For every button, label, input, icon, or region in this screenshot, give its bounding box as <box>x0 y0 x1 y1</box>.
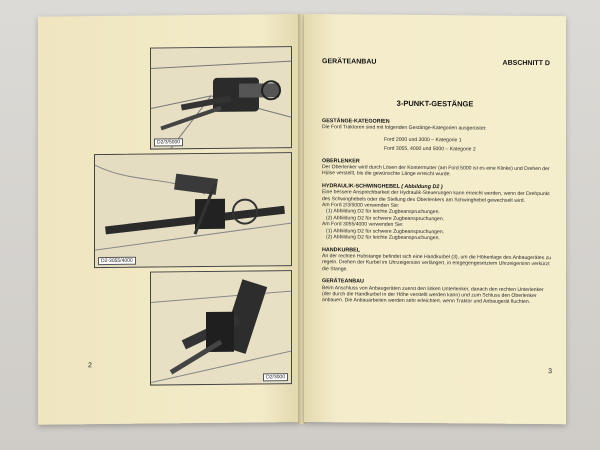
open-booklet <box>38 14 568 434</box>
section-heading: OBERLENKER <box>322 157 360 165</box>
linkage-drawing-2 <box>95 153 291 267</box>
section-heading-reference: ( Abbildung D2 ) <box>401 183 443 191</box>
section-heading: HYDRAULIK-SCHWINGHEBEL <box>322 183 400 190</box>
list-item: (1) Abbildung D2 für schwere Zugbeanspruchungen. <box>326 227 445 235</box>
header-right: ABSCHNITT D <box>502 59 550 68</box>
list-item: (2) Abbildung D2 für leichte Zugbeanspruchungen. <box>326 234 440 242</box>
paragraph: Die Ford Traktoren sind mit folgenden Gestänge-Kategorien ausgerüstet: <box>322 124 487 132</box>
linkage-drawing-3 <box>151 271 291 384</box>
figure-d2-3055-4000 <box>94 152 292 268</box>
header-left: GERÄTEANBAU <box>322 58 377 66</box>
list-intro: Am Ford 2/3/5000 verwenden Sie: <box>322 202 400 209</box>
page-number: 3 <box>548 368 552 376</box>
section-heading: GERÄTEANBAU <box>322 278 364 285</box>
figure-label: D2/3000 <box>263 373 288 381</box>
paragraph: Der Oberlenker wird durch Lösen der Kontermutter (am Ford 5000 ist es eine Klinke) und Drehen der Hülse verstellt, bis die gewünschte Länge erreicht wurde. <box>322 164 550 178</box>
right-page <box>304 14 566 424</box>
section-heading: HANDKURBEL <box>322 246 361 253</box>
figure-label: D2/3/5000 <box>154 138 183 146</box>
page-title: 3-PUNKT-GESTÄNGE <box>396 98 474 109</box>
paragraph: Beim Anschluss von Anbaugeräten zuerst den linken Unterlenker, danach den rechten Unterlenker (der durch die Handkurbel in der Höhe verstellt werden kann) und zum Schluss den Oberlenker anbauen. Die Anbauarbeiten werden sehr erleichtert, wenn Traktor und Anbaugerät fluchten. <box>322 284 544 306</box>
section-heading: GESTÄNGE-KATEGORIEN <box>322 118 390 125</box>
figure-d2-3-5000 <box>150 46 292 149</box>
list-intro: Am Ford 3055/4000 verwenden Sie: <box>322 221 404 229</box>
paragraph: An der rechten Hubstange befindet sich eine Handkurbel (3), um die Höhenlage des Anbaugerätes zu regeln. Drehen der Kurbel im Uhrzeigersinn verlängert, in entgegengesetztem Uhrzeigersinn verkürzt die Stange. <box>322 253 552 273</box>
page-number: 2 <box>88 362 92 370</box>
category-line: Ford 3055, 4000 und 5000 – Kategorie 2 <box>384 145 476 153</box>
category-line: Ford 2000 und 3000 – Kategorie 1 <box>384 136 462 144</box>
running-header <box>322 58 550 67</box>
list-item: (2) Abbildung D2 für schwere Zugbeanspruchungen. <box>326 215 445 223</box>
left-page <box>38 14 300 425</box>
page-content <box>322 118 552 306</box>
paragraph: Eine bessere Ansprechbarkeit der Hydraulik-Steuerungen kann erreicht werden, wenn der Drehpunkt des Schwinghebels oder die Stellung des Oberlenkers am Schwinghebel gewechselt wird. <box>322 189 550 204</box>
figure-label: D2-3055/4000 <box>98 257 136 265</box>
list-item: (1) Abbildung D2 für leichte Zugbeanspruchungen. <box>326 208 440 216</box>
linkage-drawing-1 <box>151 47 291 148</box>
figure-d2-3000 <box>150 270 292 385</box>
